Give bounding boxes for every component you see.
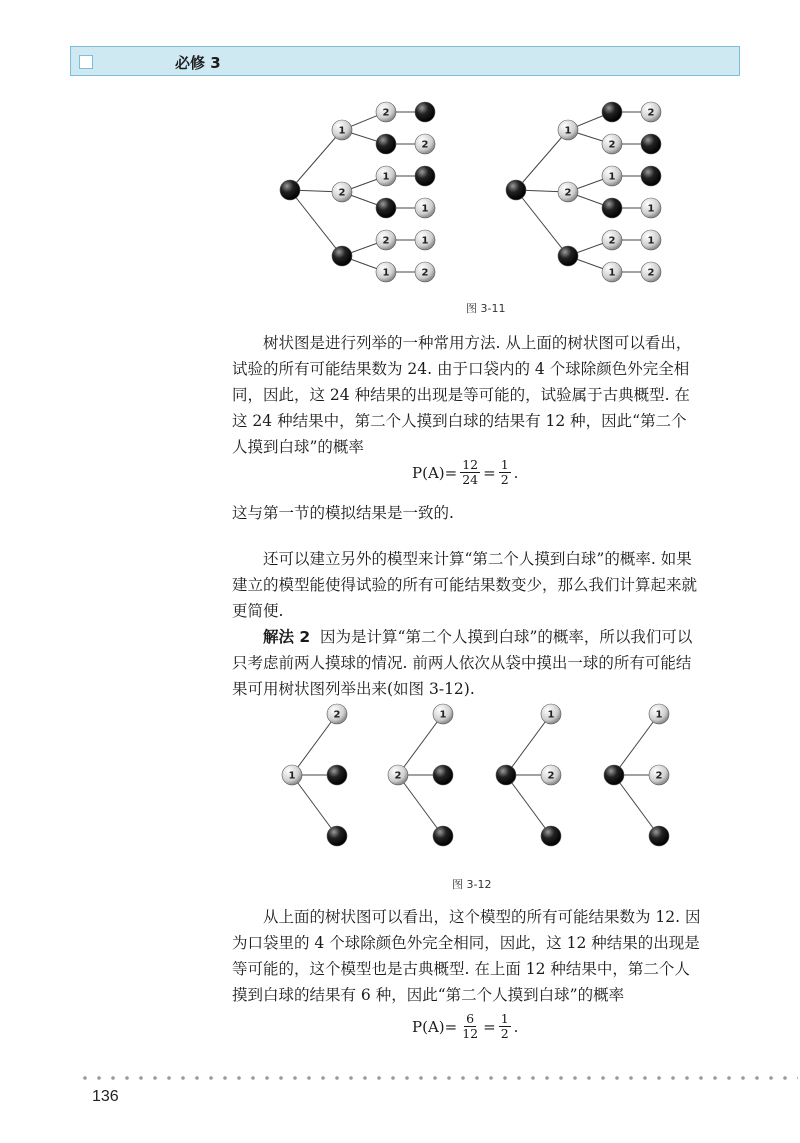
paragraph-tree-explanation: 树状图是进行列举的一种常用方法. 从上面的树状图可以看出，试验的所有可能结果数为 24. 由于口袋内的 4 个球除颜色外完全相同，因此，这 24 种结果的出现是等可能的，试验属于古典概型. 在这 24 种结果中，第二个人摸到白球的结果有 12 种，因此“第二个人摸到白球”的概率 — [232, 334, 692, 456]
black-ball — [415, 102, 435, 122]
figure-3-11-left-tree — [280, 102, 435, 282]
ball-number: 2 — [547, 770, 555, 782]
ball-number: 2 — [338, 187, 346, 199]
formula-end: . — [513, 463, 519, 482]
black-ball — [280, 180, 300, 200]
ball-number: 1 — [655, 709, 663, 721]
ball-number: 1 — [547, 709, 555, 721]
ball-number: 1 — [382, 171, 390, 183]
paragraph-tree-conclusion: 从上面的树状图可以看出，这个模型的所有可能结果数为 12. 因为口袋里的 4 个球除颜色外完全相同，因此，这 12 种结果的出现是等可能的，这个模型也是古典概型. 在上面 12 种结果中，第二个人摸到白球的结果有 6 种，因此“第二个人摸到白球”的概率 — [232, 908, 701, 1004]
figure-3-12-caption: 图 3-12 — [452, 878, 492, 891]
tree-branch-line — [516, 190, 568, 256]
fraction-numerator: 1 — [500, 457, 509, 472]
black-ball — [641, 166, 661, 186]
white-ball-2 — [327, 704, 347, 724]
black-ball — [541, 826, 561, 846]
tree-branch-line — [292, 775, 337, 836]
white-ball-1 — [602, 166, 622, 186]
formula-lhs: P(A)= — [412, 1017, 458, 1036]
paragraph-another-model: 还可以建立另外的模型来计算“第二个人摸到白球”的概率. 如果建立的模型能使得试验的所有可能结果数变少，那么我们计算起来就更简便. — [232, 550, 698, 620]
figure-3-11 — [270, 90, 690, 290]
white-ball-2 — [541, 765, 561, 785]
tree-branch-line — [506, 714, 551, 775]
ball-number: 2 — [421, 267, 429, 279]
tree-branch-line — [290, 130, 342, 190]
white-ball-2 — [558, 182, 578, 202]
black-ball — [433, 826, 453, 846]
ball-number: 1 — [338, 125, 346, 137]
black-ball — [602, 102, 622, 122]
chapter-title: 必修 3 — [175, 54, 221, 72]
ball-number: 2 — [333, 709, 341, 721]
black-ball — [558, 246, 578, 266]
tree-branch-line — [290, 190, 342, 256]
figure-3-12 — [270, 700, 690, 860]
black-ball — [641, 134, 661, 154]
tree-branch-line — [614, 714, 659, 775]
ball-number: 1 — [647, 235, 655, 247]
white-ball-2 — [376, 230, 396, 250]
tree-branch-line — [506, 775, 551, 836]
black-ball — [602, 198, 622, 218]
paragraph-consistency: 这与第一节的模拟结果是一致的. — [232, 504, 454, 522]
white-ball-1 — [415, 198, 435, 218]
fraction-denominator: 24 — [462, 472, 479, 487]
ball-number: 1 — [439, 709, 447, 721]
white-ball-2 — [332, 182, 352, 202]
formula-end: . — [513, 1017, 519, 1036]
fraction-1-2 — [499, 458, 511, 487]
figure-3-12-tree-3 — [496, 704, 561, 846]
tree-branch-line — [398, 714, 443, 775]
footer-dotted-rule — [78, 1075, 798, 1081]
white-ball-2 — [415, 262, 435, 282]
fraction-1-2 — [499, 1012, 511, 1041]
white-ball-2 — [388, 765, 408, 785]
fraction-numerator: 1 — [500, 1011, 509, 1026]
fraction-numerator: 12 — [462, 457, 479, 472]
white-ball-2 — [602, 134, 622, 154]
white-ball-2 — [602, 230, 622, 250]
ball-number: 2 — [608, 139, 616, 151]
white-ball-2 — [641, 262, 661, 282]
white-ball-2 — [415, 134, 435, 154]
ball-number: 2 — [421, 139, 429, 151]
black-ball — [649, 826, 669, 846]
figure-3-11-caption: 图 3-11 — [466, 302, 506, 315]
header-square-icon — [79, 55, 93, 69]
ball-number: 1 — [608, 267, 616, 279]
black-ball — [496, 765, 516, 785]
ball-number: 2 — [647, 267, 655, 279]
white-ball-1 — [376, 166, 396, 186]
figure-3-12-tree-1 — [282, 704, 347, 846]
method-2-text: 因为是计算“第二个人摸到白球”的概率，所以我们可以只考虑前两人摸球的情况. 前两人依次从袋中摸出一球的所有可能结果可用树状图列举出来(如图 3-12). — [232, 628, 693, 698]
formula-equals: = — [483, 1017, 496, 1036]
fraction-12-24 — [460, 458, 480, 487]
white-ball-1 — [541, 704, 561, 724]
ball-number: 2 — [564, 187, 572, 199]
black-ball — [604, 765, 624, 785]
method-2-label: 解法 2 — [263, 628, 311, 646]
ball-number: 2 — [382, 235, 390, 247]
white-ball-1 — [282, 765, 302, 785]
ball-number: 1 — [608, 171, 616, 183]
paragraph-method-2 — [232, 624, 702, 702]
black-ball — [415, 166, 435, 186]
black-ball — [332, 246, 352, 266]
ball-number: 1 — [564, 125, 572, 137]
white-ball-2 — [376, 102, 396, 122]
ball-number: 2 — [608, 235, 616, 247]
black-ball — [327, 765, 347, 785]
chapter-header-bar — [70, 46, 740, 76]
white-ball-1 — [332, 120, 352, 140]
tree-branch-line — [398, 775, 443, 836]
white-ball-2 — [641, 102, 661, 122]
black-ball — [376, 198, 396, 218]
fraction-denominator: 12 — [462, 1026, 479, 1041]
white-ball-1 — [415, 230, 435, 250]
figure-3-11-right-tree — [506, 102, 661, 282]
ball-number: 1 — [647, 203, 655, 215]
ball-number: 1 — [421, 203, 429, 215]
white-ball-1 — [641, 230, 661, 250]
tree-branch-line — [614, 775, 659, 836]
white-ball-1 — [433, 704, 453, 724]
figure-3-12-tree-4 — [604, 704, 669, 846]
fraction-denominator: 2 — [500, 472, 509, 487]
ball-number: 2 — [382, 107, 390, 119]
black-ball — [327, 826, 347, 846]
ball-number: 1 — [382, 267, 390, 279]
ball-number: 2 — [394, 770, 402, 782]
black-ball — [506, 180, 526, 200]
formula-probability-12 — [412, 1012, 518, 1041]
ball-number: 2 — [647, 107, 655, 119]
white-ball-1 — [558, 120, 578, 140]
white-ball-1 — [376, 262, 396, 282]
tree-branch-line — [516, 130, 568, 190]
black-ball — [433, 765, 453, 785]
black-ball — [376, 134, 396, 154]
tree-branch-line — [292, 714, 337, 775]
fraction-numerator: 6 — [466, 1011, 475, 1026]
white-ball-1 — [649, 704, 669, 724]
fraction-6-12 — [460, 1012, 480, 1041]
ball-number: 2 — [655, 770, 663, 782]
ball-number: 1 — [288, 770, 296, 782]
formula-equals: = — [483, 463, 496, 482]
fraction-denominator: 2 — [500, 1026, 509, 1041]
white-ball-1 — [602, 262, 622, 282]
ball-number: 1 — [421, 235, 429, 247]
white-ball-2 — [649, 765, 669, 785]
formula-lhs: P(A)= — [412, 463, 458, 482]
figure-3-12-tree-2 — [388, 704, 453, 846]
white-ball-1 — [641, 198, 661, 218]
page-number: 136 — [92, 1088, 119, 1105]
formula-probability-24 — [412, 458, 518, 487]
